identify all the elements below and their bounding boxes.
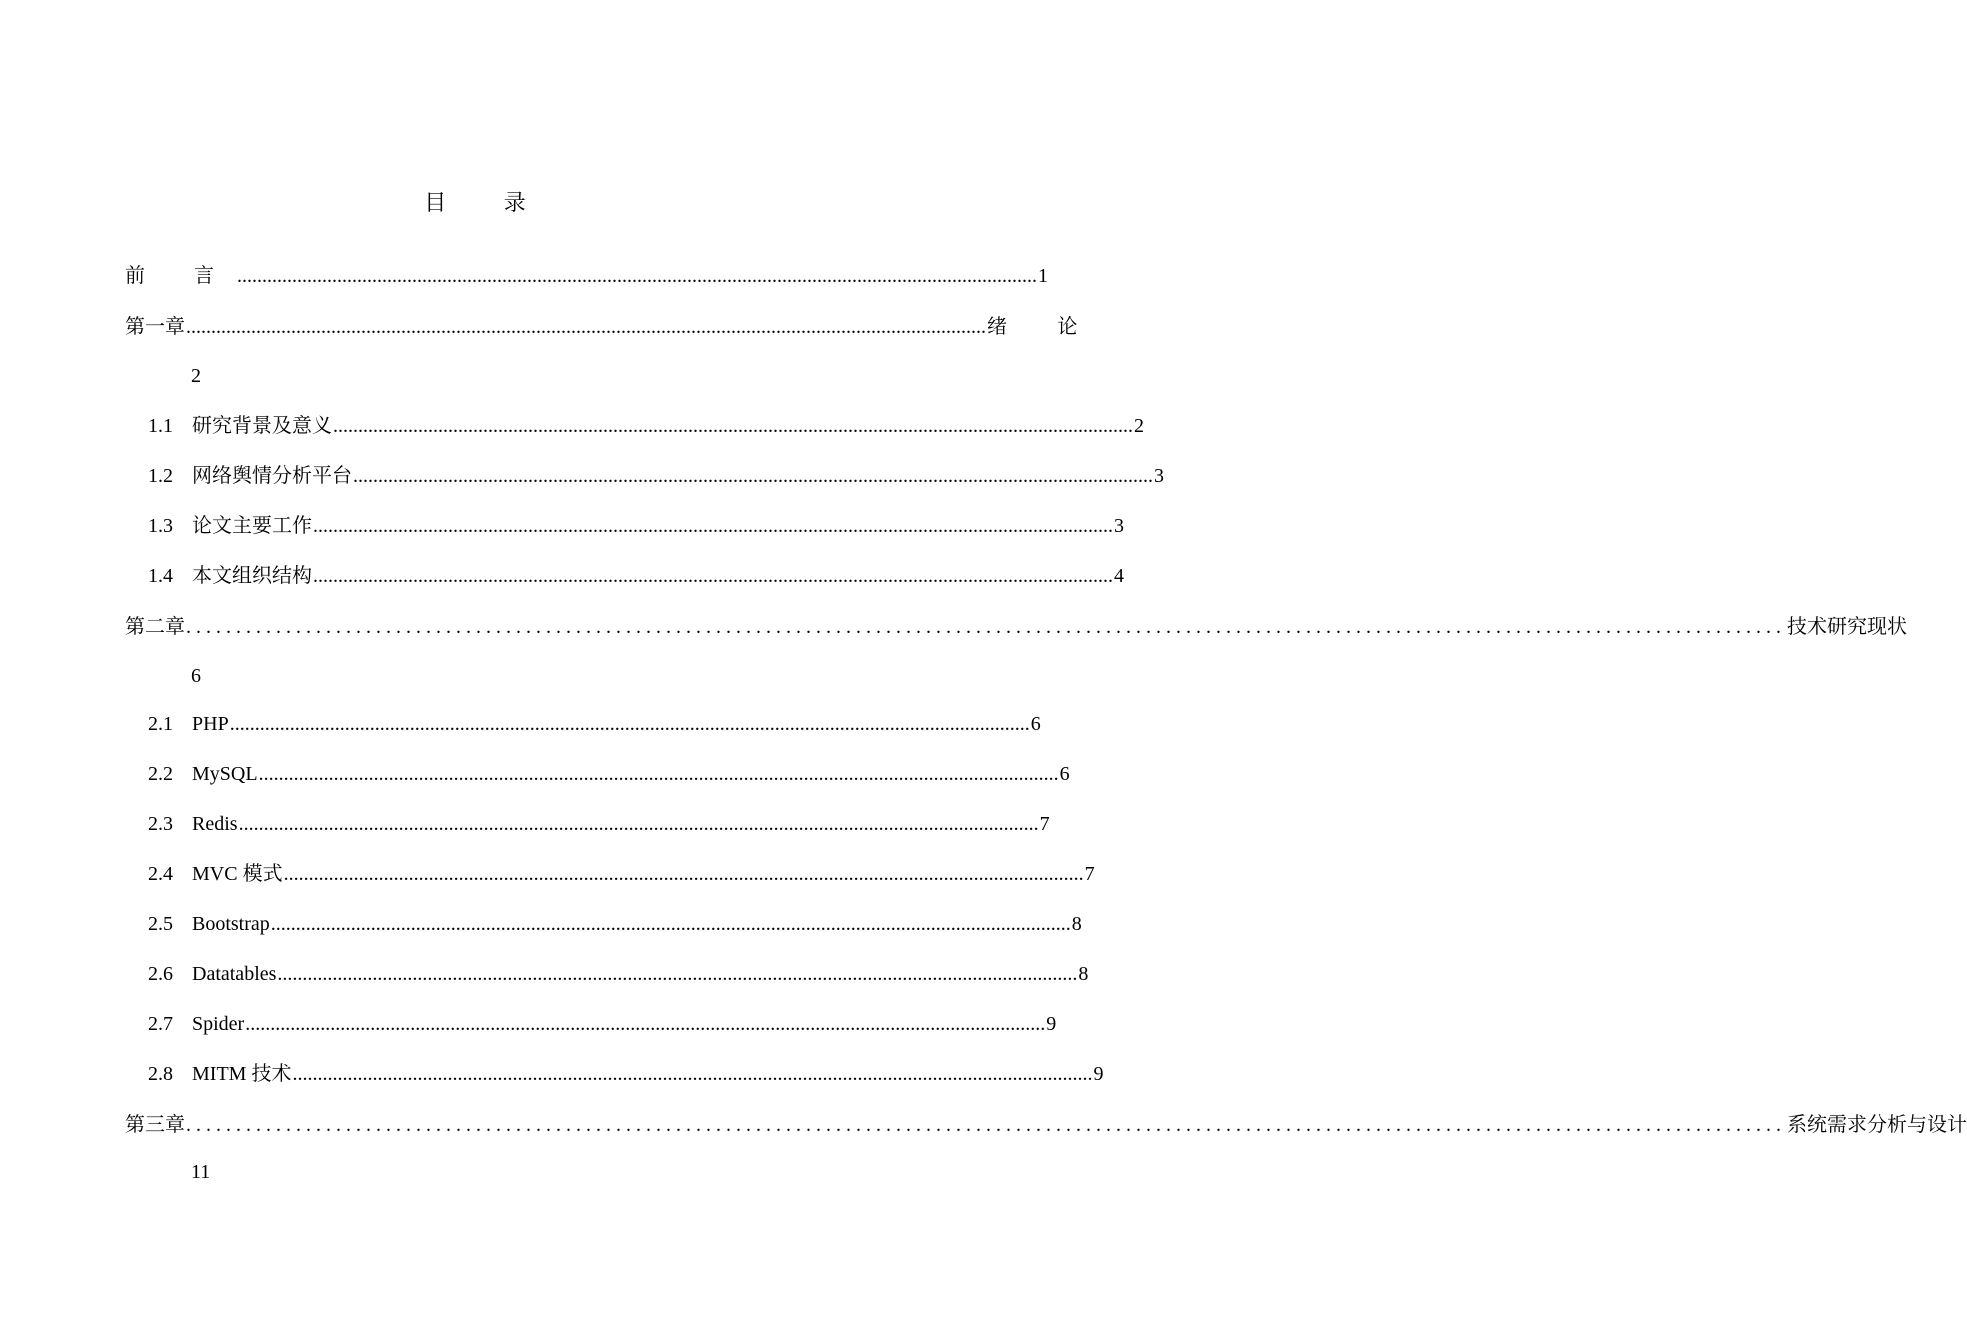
toc-page-number: 9 <box>1093 1063 1104 1085</box>
toc-page-number: 8 <box>1078 963 1089 985</box>
toc-page-number: 6 <box>191 665 201 687</box>
dot-leader: ................................................................................................................................................................ <box>186 616 1786 638</box>
toc-entry-section[interactable] <box>148 511 1124 541</box>
dot-leader: ................................................................................................................................................................ <box>353 465 1153 487</box>
toc-entry-section[interactable] <box>148 1009 1057 1039</box>
toc-section-number: 2.4 <box>148 863 173 885</box>
toc-entry-label: Redis <box>192 813 238 835</box>
toc-entry-label: 前 言 <box>125 265 236 287</box>
toc-page-number: 4 <box>1114 565 1124 587</box>
toc-chapter-label: 第二章 <box>125 614 185 638</box>
toc-chapter-name: 绪 论 <box>987 314 1100 338</box>
dot-leader: ................................................................................................................................................................ <box>186 316 986 338</box>
toc-entry-section[interactable] <box>148 959 1089 989</box>
toc-page-number: 9 <box>1046 1013 1057 1035</box>
toc-section-number: 2.8 <box>148 1063 173 1085</box>
toc-section-number: 2.3 <box>148 813 173 835</box>
toc-entry-section[interactable] <box>148 909 1082 939</box>
toc-entry-section[interactable] <box>148 859 1095 889</box>
dot-leader: ................................................................................................................................................................ <box>313 565 1113 587</box>
toc-entry-preface[interactable] <box>125 261 1048 291</box>
toc-chapter-name: 技术研究现状 <box>1787 614 1907 638</box>
dot-leader: ................................................................................................................................................................ <box>245 1013 1046 1035</box>
dot-leader: ................................................................................................................................................................ <box>229 713 1030 735</box>
dot-leader: ................................................................................................................................................................ <box>186 1114 1786 1136</box>
toc-page-number: 8 <box>1071 913 1082 935</box>
dot-leader: ................................................................................................................................................................ <box>283 863 1084 885</box>
toc-entry-label: MVC 模式 <box>192 863 283 885</box>
toc-entry-chapter-1[interactable] <box>125 311 1100 341</box>
toc-entry-label: Bootstrap <box>192 913 270 935</box>
toc-entry-label: MITM 技术 <box>192 1063 292 1085</box>
toc-entry-section[interactable] <box>148 411 1144 441</box>
toc-entry-section[interactable] <box>148 461 1164 491</box>
toc-entry-section[interactable] <box>148 709 1041 739</box>
toc-page-number: 3 <box>1154 465 1164 487</box>
toc-page-number: 2 <box>1134 415 1144 437</box>
toc-page-number: 11 <box>191 1161 211 1183</box>
toc-section-number: 1.3 <box>148 515 173 537</box>
toc-chapter-label: 第一章 <box>125 314 185 338</box>
toc-entry-label: PHP <box>192 713 229 735</box>
dot-leader: ................................................................................................................................................................ <box>277 963 1078 985</box>
toc-chapter-label: 第三章 <box>125 1112 185 1136</box>
dot-leader: ................................................................................................................................................................ <box>292 1063 1093 1085</box>
toc-entry-label: 论文主要工作 <box>192 515 312 537</box>
toc-entry-section[interactable] <box>148 1059 1104 1089</box>
dot-leader: ................................................................................................................................................................ <box>237 265 1037 287</box>
toc-entry-section[interactable] <box>148 809 1050 839</box>
toc-section-number: 2.1 <box>148 713 173 735</box>
dot-leader: ................................................................................................................................................................ <box>333 415 1133 437</box>
toc-entry-section[interactable] <box>148 759 1070 789</box>
dot-leader: ................................................................................................................................................................ <box>313 515 1113 537</box>
toc-section-number: 1.2 <box>148 465 173 487</box>
toc-entry-label: 网络舆情分析平台 <box>192 465 352 487</box>
toc-title: 目 录 <box>424 190 552 215</box>
toc-page-number: 3 <box>1114 515 1124 537</box>
toc-page-number: 1 <box>1038 265 1048 287</box>
toc-section-number: 2.7 <box>148 1013 173 1035</box>
toc-entry-chapter-2[interactable] <box>125 611 1907 641</box>
toc-section-number: 2.2 <box>148 763 173 785</box>
toc-chapter-name: 系统需求分析与设计 <box>1787 1112 1967 1136</box>
toc-section-number: 1.4 <box>148 565 173 587</box>
toc-section-number: 1.1 <box>148 415 173 437</box>
toc-page-number: 6 <box>1030 713 1041 735</box>
toc-section-number: 2.6 <box>148 963 173 985</box>
toc-entry-section[interactable] <box>148 561 1124 591</box>
toc-entry-label: MySQL <box>192 763 258 785</box>
dot-leader: ................................................................................................................................................................ <box>238 813 1039 835</box>
toc-entry-label: 本文组织结构 <box>192 565 312 587</box>
dot-leader: ................................................................................................................................................................ <box>258 763 1059 785</box>
toc-entry-label: 研究背景及意义 <box>192 415 332 437</box>
toc-entry-label: Datatables <box>192 963 277 985</box>
toc-page-number: 6 <box>1059 763 1070 785</box>
toc-section-number: 2.5 <box>148 913 173 935</box>
toc-page-number: 7 <box>1039 813 1050 835</box>
toc-entry-chapter-3[interactable] <box>125 1109 1967 1139</box>
toc-entry-label: Spider <box>192 1013 245 1035</box>
toc-page-number: 2 <box>191 365 201 387</box>
toc-page-number: 7 <box>1084 863 1095 885</box>
dot-leader: ................................................................................................................................................................ <box>270 913 1071 935</box>
